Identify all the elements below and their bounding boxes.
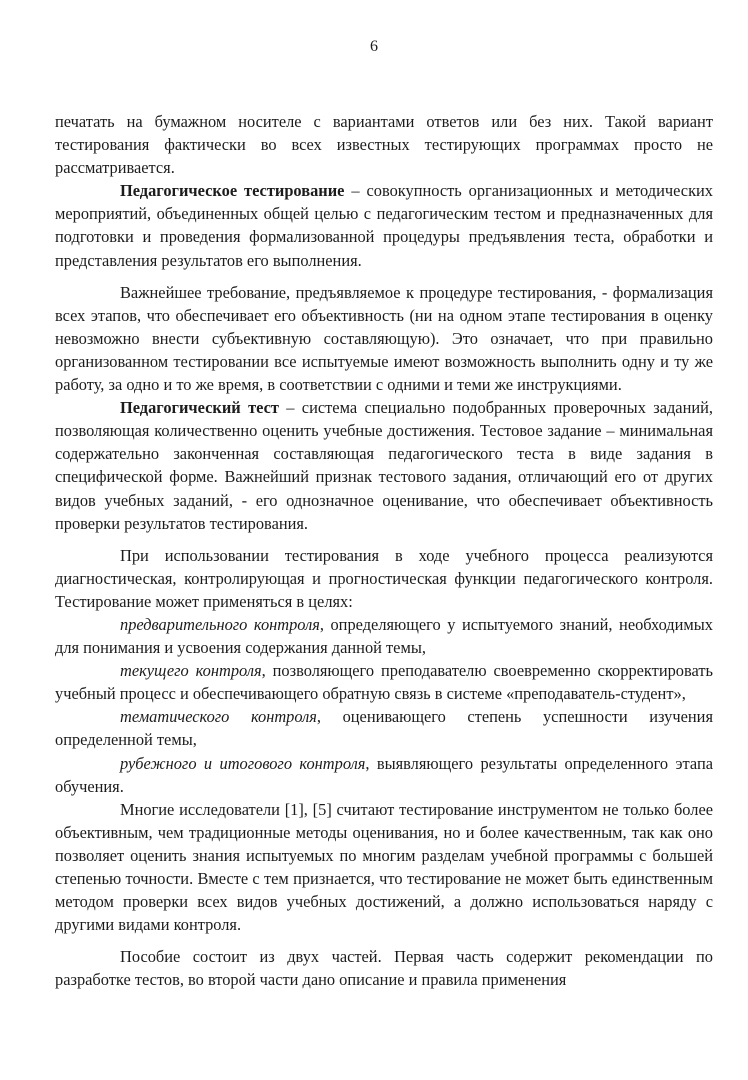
list-item-term: рубежного и итогового контроля <box>120 753 366 773</box>
page-number: 6 <box>370 38 378 55</box>
definition-pedagogical-testing: – совокупность организационных и методических мероприятий, объединенных общей целью с педагогическим тестом и предназначенных для подготовки и проведения формализованной процедуры предъявления теста, обработки и представления результатов его выполнения. <box>55 181 714 270</box>
list-item-text: , определяющего у испытуемого знаний, необходимых для понимания и усвоения содержания данной темы, <box>55 614 714 658</box>
list-item <box>55 659 713 705</box>
paragraph-requirement: Важнейшее требование, предъявляемое к процедуре тестирования, - формализация всех этапов, что обеспечивает его объективность (ни на одном этапе тестирования в оценку невозможно внести субъективную составляющую). Это означает, что при правильно организованном тестировании все испытуемые имеют возможность выполнить одну и ту же работу, за одно и то же время, в соответствии с одними и теми же инструкциями. <box>55 282 713 395</box>
paragraph-pedagogical-test <box>55 396 713 535</box>
list-item <box>55 613 713 659</box>
list-item <box>55 705 713 751</box>
list-item-term: предварительного контроля <box>120 614 320 634</box>
list-item <box>55 752 713 798</box>
list-item-text: , оценивающего степень успешности изучения определенной темы, <box>55 707 713 750</box>
list-item-text: , позволяющего преподавателю своевременно скорректировать учебный процесс и обеспечивающего обратную связь в системе «преподаватель-студент», <box>55 661 713 704</box>
paragraph-manual-structure: Пособие состоит из двух частей. Первая часть содержит рекомендации по разработке тестов, во второй части дано описание и правила применения <box>55 947 713 990</box>
list-item-term: текущего контроля <box>120 661 262 681</box>
term-pedagogical-test: Педагогический тест <box>120 398 279 418</box>
list-item-term: тематического контроля <box>120 707 317 727</box>
term-pedagogical-testing: Педагогическое тестирование <box>120 181 345 201</box>
paragraph-functions: При использовании тестирования в ходе учебного процесса реализуются диагностическая, контролирующая и прогностическая функции педагогического контроля. Тестирование может применяться в целях: <box>55 545 713 611</box>
paragraph-researchers: Многие исследователи [1], [5] считают тестирование инструментом не только более объективным, чем традиционные методы оценивания, но и более качественным, так как оно позволяет оценить знания испытуемых по многим разделам учебной программы с большей степенью точности. Вместе с тем признается, что тестирование не может быть единственным методом проверки всех видов учебных достижений, а должно использоваться наряду с другими видами контроля. <box>55 799 713 935</box>
definition-pedagogical-test: – система специально подобранных проверочных заданий, позволяющая количественно оценить учебные достижения. Тестовое задание – минимальная содержательно законченная составляющая педагогического теста в виде задания в специфической форме. Важнейший признак тестового задания, отличающий его от других видов учебных заданий, - его однозначное оценивание, что обеспечивает объективность проверки результатов тестирования. <box>55 398 713 533</box>
list-item-text: , выявляющего результаты определенного этапа обучения. <box>55 753 713 796</box>
body-text <box>55 110 713 991</box>
paragraph-continuation: печатать на бумажном носителе с вариантами ответов или без них. Такой вариант тестирования фактически во всех известных тестирующих программах просто не рассматривается. <box>55 112 713 178</box>
paragraph-pedagogical-testing <box>55 179 713 271</box>
